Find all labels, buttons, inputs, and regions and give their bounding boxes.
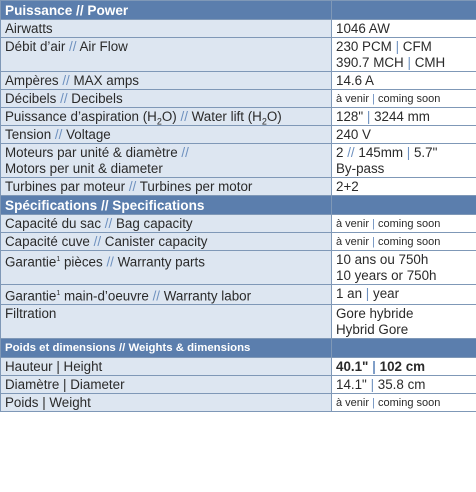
section-en: Weights & dimensions bbox=[128, 342, 251, 355]
label-bag bbox=[1, 215, 332, 233]
separator: // bbox=[62, 73, 70, 88]
footnote-mark: 1 bbox=[56, 256, 61, 263]
label-fr: Turbines par moteur bbox=[5, 179, 126, 194]
value-bag bbox=[332, 215, 476, 233]
label-en: MAX amps bbox=[73, 73, 139, 88]
label-fr: Moteurs par unité & diamètre bbox=[5, 145, 178, 160]
label-en: O) bbox=[266, 109, 282, 124]
row-warranty-parts bbox=[1, 251, 476, 285]
value-airwatts: 1046 AW bbox=[332, 20, 476, 38]
value-part: 390.7 MCH bbox=[336, 55, 404, 70]
row-amps bbox=[1, 72, 476, 90]
section-title-weights bbox=[1, 339, 332, 358]
separator: | bbox=[395, 39, 400, 54]
label-en: Motors per unit & diameter bbox=[5, 161, 163, 176]
label-airwatts: Airwatts bbox=[1, 20, 332, 38]
label-decibels bbox=[1, 90, 332, 108]
value-amps: 14.6 A bbox=[332, 72, 476, 90]
label-warranty-parts bbox=[1, 251, 332, 285]
section-title-power bbox=[1, 1, 332, 20]
value-waterlift bbox=[332, 108, 476, 126]
footnote-mark: 1 bbox=[56, 290, 61, 297]
row-bag bbox=[1, 215, 476, 233]
value-height bbox=[332, 358, 476, 376]
value-part: 5.7" bbox=[413, 145, 438, 160]
separator: | bbox=[406, 145, 411, 160]
value-part: 128" bbox=[336, 109, 364, 124]
row-weight bbox=[1, 394, 476, 412]
section-header-cell bbox=[332, 339, 476, 358]
value-voltage: 240 V bbox=[332, 126, 476, 144]
value-part: 3244 mm bbox=[374, 109, 430, 124]
separator: // bbox=[54, 127, 63, 142]
value-part: à venir bbox=[336, 93, 370, 105]
value-part: year bbox=[373, 286, 400, 301]
value-part: à venir bbox=[336, 397, 370, 410]
value-part: à venir bbox=[336, 236, 370, 248]
label-amps bbox=[1, 72, 332, 90]
row-canister bbox=[1, 233, 476, 251]
label-en: Turbines per motor bbox=[139, 179, 253, 194]
value-part: 35.8 cm bbox=[377, 377, 426, 393]
label-en: Warranty labor bbox=[163, 288, 252, 304]
section-title-specs bbox=[1, 196, 332, 215]
value-part: 10 years or 750h bbox=[336, 268, 437, 283]
label-fr: Tension bbox=[5, 127, 52, 142]
label-weight: Poids | Weight bbox=[1, 394, 332, 412]
value-part: coming soon bbox=[378, 397, 441, 410]
section-fr: Puissance bbox=[5, 3, 73, 18]
row-decibels bbox=[1, 90, 476, 108]
subscript: 2 bbox=[156, 116, 162, 127]
separator: | bbox=[365, 286, 370, 301]
separator: // bbox=[118, 342, 126, 355]
label-en: Air Flow bbox=[79, 39, 128, 54]
subscript: 2 bbox=[261, 116, 267, 127]
value-warranty-labor bbox=[332, 285, 476, 305]
section-en: Specifications bbox=[112, 198, 205, 213]
label-fr: Décibels bbox=[5, 91, 57, 106]
value-diameter bbox=[332, 376, 476, 394]
separator: // bbox=[100, 198, 109, 213]
label-voltage bbox=[1, 126, 332, 144]
separator: // bbox=[180, 109, 188, 124]
row-motors bbox=[1, 144, 476, 178]
row-airwatts bbox=[1, 20, 476, 38]
row-airflow bbox=[1, 38, 476, 72]
value-decibels bbox=[332, 90, 476, 108]
label-motors bbox=[1, 144, 332, 178]
row-voltage bbox=[1, 126, 476, 144]
label-fr: pièces bbox=[60, 254, 103, 270]
label-fr: Débit d’air bbox=[5, 39, 66, 54]
section-en: Power bbox=[87, 3, 129, 18]
separator: | bbox=[372, 218, 375, 230]
label-en: Voltage bbox=[66, 127, 111, 142]
value-part: CMH bbox=[414, 55, 446, 70]
label-fr: Garantie bbox=[5, 288, 57, 304]
label-fr: Puissance d’aspiration (H bbox=[5, 109, 157, 124]
value-filtration bbox=[332, 305, 476, 339]
separator: // bbox=[60, 91, 68, 106]
value-part: coming soon bbox=[378, 236, 441, 248]
separator: // bbox=[181, 145, 189, 160]
label-canister bbox=[1, 233, 332, 251]
value-part: 10 ans ou 750h bbox=[336, 252, 429, 267]
row-height bbox=[1, 358, 476, 376]
separator: | bbox=[372, 93, 375, 105]
label-airflow bbox=[1, 38, 332, 72]
value-motors bbox=[332, 144, 476, 178]
value-warranty-parts bbox=[332, 251, 476, 285]
value-turbines: 2+2 bbox=[332, 178, 476, 196]
label-diameter: Diamètre | Diameter bbox=[1, 376, 332, 394]
separator: | bbox=[407, 55, 411, 70]
section-header-cell bbox=[332, 1, 476, 20]
label-fr: Capacité cuve bbox=[5, 234, 90, 249]
separator: // bbox=[347, 145, 355, 160]
separator: // bbox=[93, 234, 102, 249]
separator: | bbox=[366, 109, 371, 124]
section-header-specs bbox=[1, 196, 476, 215]
value-part: à venir bbox=[336, 218, 370, 230]
value-part: Hybrid Gore bbox=[336, 322, 409, 338]
section-fr: Spécifications bbox=[5, 198, 98, 213]
value-part: coming soon bbox=[378, 218, 441, 230]
value-weight bbox=[332, 394, 476, 412]
value-part: 14.1" bbox=[336, 377, 367, 393]
separator: // bbox=[128, 179, 137, 194]
row-warranty-labor bbox=[1, 285, 476, 305]
label-warranty-labor bbox=[1, 285, 332, 305]
value-canister bbox=[332, 233, 476, 251]
label-fr: Ampères bbox=[5, 73, 59, 88]
label-filtration: Filtration bbox=[1, 305, 332, 339]
value-part: Gore hybride bbox=[336, 306, 414, 322]
label-en: Canister capacity bbox=[104, 234, 208, 249]
separator: | bbox=[372, 359, 376, 375]
row-waterlift bbox=[1, 108, 476, 126]
row-turbines bbox=[1, 178, 476, 196]
separator: // bbox=[69, 39, 77, 54]
value-airflow bbox=[332, 38, 476, 72]
row-diameter bbox=[1, 376, 476, 394]
value-part: 1 an bbox=[336, 286, 363, 301]
value-part: 40.1" bbox=[336, 359, 369, 375]
label-fr: Capacité du sac bbox=[5, 216, 102, 231]
separator: // bbox=[106, 254, 114, 270]
label-en: Warranty parts bbox=[117, 254, 205, 270]
section-header-cell bbox=[332, 196, 476, 215]
separator: | bbox=[370, 377, 375, 393]
separator: // bbox=[152, 288, 161, 304]
label-fr: main-d’oeuvre bbox=[60, 288, 149, 304]
value-part: 145mm bbox=[358, 145, 404, 160]
row-filtration bbox=[1, 305, 476, 339]
value-part: CFM bbox=[402, 39, 432, 54]
section-header-weights bbox=[1, 339, 476, 358]
label-turbines bbox=[1, 178, 332, 196]
value-part: 102 cm bbox=[379, 359, 426, 375]
label-fr: O) bbox=[161, 109, 177, 124]
label-en: Water lift (H bbox=[191, 109, 262, 124]
value-part: coming soon bbox=[378, 93, 441, 105]
separator: // bbox=[104, 216, 113, 231]
separator: | bbox=[372, 236, 375, 248]
label-fr: Garantie bbox=[5, 254, 57, 270]
section-header-power bbox=[1, 1, 476, 20]
separator: | bbox=[372, 397, 375, 410]
label-en: Bag capacity bbox=[115, 216, 193, 231]
label-waterlift bbox=[1, 108, 332, 126]
value-part: 2 bbox=[336, 145, 344, 160]
value-part: 230 PCM bbox=[336, 39, 392, 54]
label-height: Hauteur | Height bbox=[1, 358, 332, 376]
separator: // bbox=[76, 3, 84, 18]
value-part: By-pass bbox=[336, 161, 385, 176]
label-en: Decibels bbox=[71, 91, 123, 106]
section-fr: Poids et dimensions bbox=[5, 342, 116, 355]
